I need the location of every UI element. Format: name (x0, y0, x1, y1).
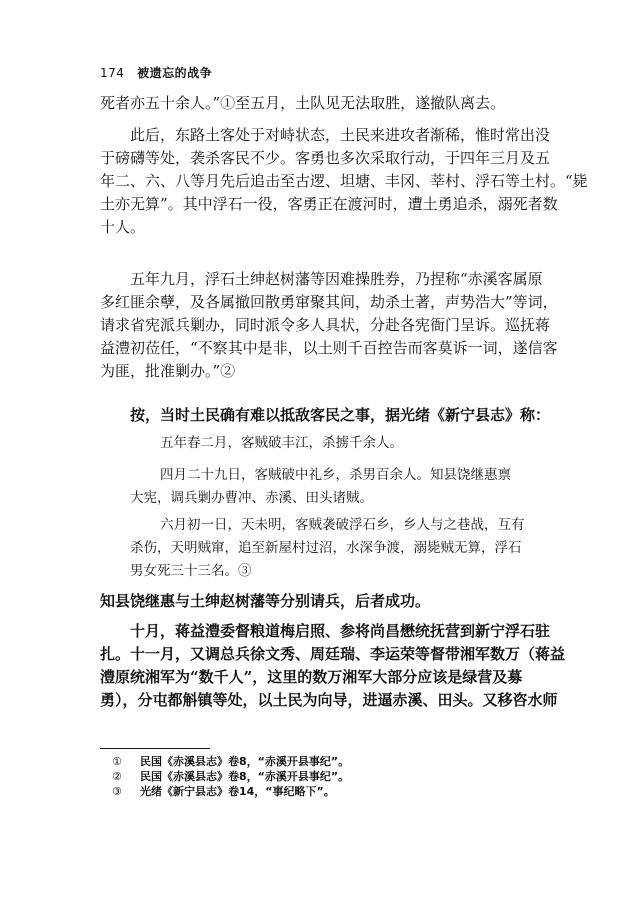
book-title: 被遗忘的战争 (137, 66, 213, 80)
paragraph-note: 按，当时土民确有难以抵敌客民之事，据光绪《新宁县志》称： (130, 406, 551, 424)
footnote-3: ③ 光绪《新宁县志》卷14，“事纪略下”。 (112, 785, 335, 798)
paragraph-continuation: 死者亦五十余人。”①至五月，土队见无法取胜，遂撤队离去。 (100, 94, 506, 112)
quote-line-1: 五年春二月，客贼破丰江，杀掳千余人。 (160, 435, 403, 451)
paragraph-fushi-petition: 五年九月，浮石土绅赵树藩等因难操胜券，乃捏称“赤溪客属原 多红匪余孽，及各属撤回散勇窜聚其间，劫杀土著，声势浩大”等词， 请求省宪派兵剿办，同时派令多人具状，分赴各宪衙门呈诉。巡抚蒋 益澧初莅任，“不察其中是非，以土则千百控告而客莫诉一词，遂信客 为匪，批准剿办。”② (100, 270, 558, 380)
footnote-1: ① 民国《赤溪县志》卷8，“赤溪开县事纪”。 (112, 755, 350, 768)
quote-paragraph-2: 四月二十九日，客贼破中礼乡，杀男百余人。知县饶继惠禀 大宪，调兵剿办曹冲、赤溪、田头诸贼。 (130, 467, 511, 506)
running-header (100, 64, 212, 81)
footnote-2: ② 民国《赤溪县志》卷8，“赤溪开县事纪”。 (112, 770, 350, 783)
paragraph-magistrate: 知县饶继惠与土绅赵树藩等分别请兵，后者成功。 (100, 592, 431, 610)
footnote-divider (100, 748, 210, 749)
paragraph-east-road: 此后，东路土客处于对峙状态，土民来进攻者渐稀，惟时常出没 于磅礴等处，袭杀客民不少。客勇也多次采取行动，于四年三月及五 年二、六、八等月先后追击至古逻、坦塘、丰冈、莘村、浮石等土村。“毙 土亦无算”。其中浮石一役，客勇正在渡河时，遭土勇追杀，溺死者数 十人。 (100, 126, 588, 236)
paragraph-october: 十月，蒋益澧委督粮道梅启照、参将尚昌懋统抚营到新宁浮石驻 扎。十一月，又调总兵徐文秀、周廷瑞、李运荣等督带湘军数万（蒋益 澧原统湘军为“数千人”，这里的数万湘军大部分应该是绿营及募 勇），分屯都斛镇等处，以土民为向导，进逼赤溪、田头。又移咨水师 (100, 622, 566, 709)
page-number: 174 (100, 66, 125, 80)
quote-paragraph-3: 六月初一日，天未明，客贼袭破浮石乡，乡人与之巷战，互有 杀伤，天明贼窜，追至新屋村过沼，水深争渡，溺毙贼无算，浮石 男女死三十三名。③ (130, 517, 525, 579)
